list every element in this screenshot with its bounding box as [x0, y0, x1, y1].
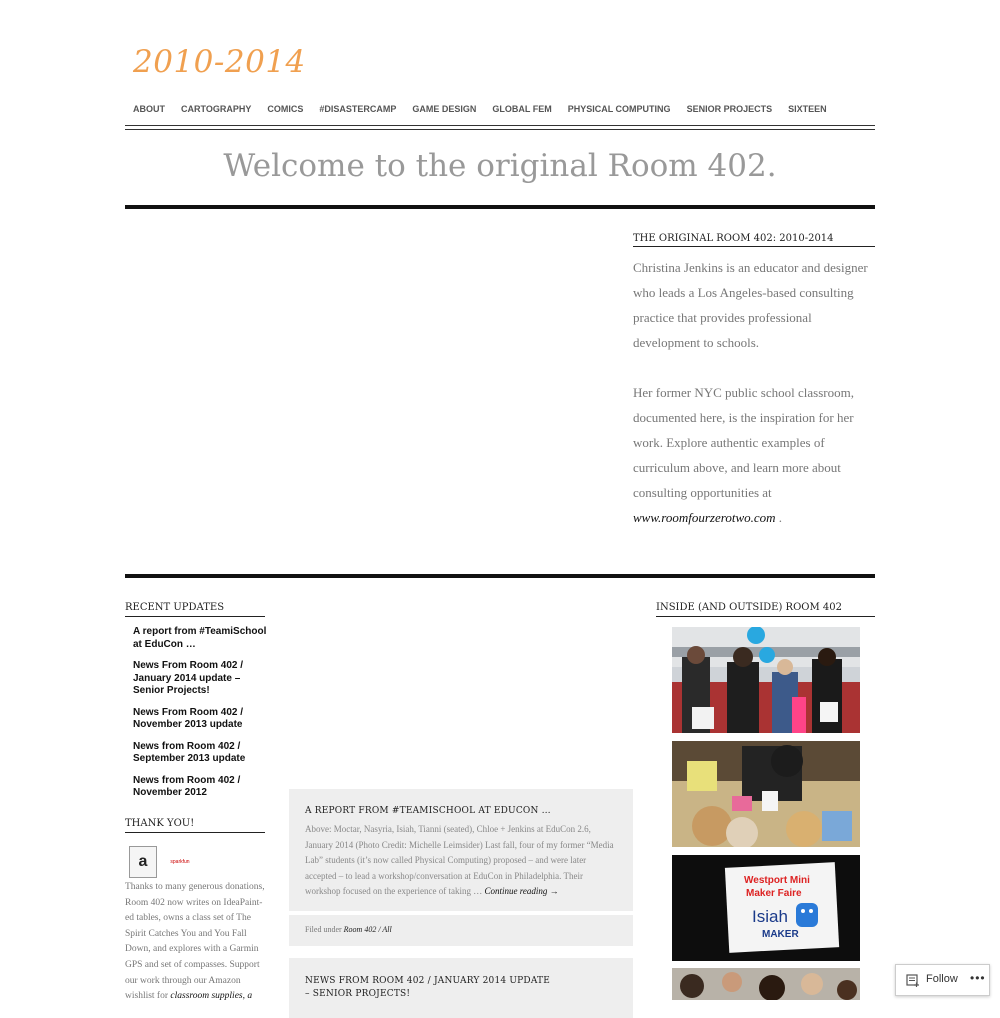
post-title[interactable]: NEWS FROM ROOM 402 / JANUARY 2014 UPDATE – SENIOR PROJECTS!	[305, 976, 551, 999]
recent-update-link[interactable]: News From Room 402 / November 2013 update	[133, 706, 244, 730]
gallery-photo-maker-badge[interactable]	[672, 855, 860, 961]
follow-label: Follow	[926, 973, 958, 985]
nav-divider-top	[125, 125, 875, 126]
post-excerpt	[305, 822, 617, 900]
nav-divider-bottom	[125, 129, 875, 130]
nav-item-global-fem[interactable]: GLOBAL FEM	[492, 104, 552, 114]
more-options-icon[interactable]: •••	[970, 971, 986, 985]
about-widget-text	[633, 255, 878, 555]
about-paragraph-1: Christina Jenkins is an educator and designer who leads a Los Angeles-based consulting practice that provides professional development to schools.	[633, 260, 868, 350]
gallery-photo-crowd[interactable]	[672, 627, 860, 733]
main-nav	[125, 104, 875, 114]
about-paragraph-2	[633, 380, 878, 530]
maker-badge-photo-image	[672, 855, 860, 961]
wishlist-link[interactable]: classroom supplies, a	[170, 991, 253, 1002]
follow-reader-icon	[906, 973, 920, 987]
post-summary	[289, 958, 633, 1018]
about-paragraph-2-text: Her former NYC public school classroom, documented here, is the inspiration for her work. Explore authentic examples of curriculum above, and learn more about consulting opportunities at	[633, 385, 854, 500]
thank-you-heading: THANK YOU!	[125, 818, 265, 833]
nav-item-sixteen[interactable]: SIXTEEN	[788, 104, 827, 114]
filed-under-label: Filed under	[305, 925, 342, 934]
page-title: Welcome to the original Room 402.	[223, 148, 777, 184]
about-widget-heading: THE ORIGINAL ROOM 402: 2010-2014	[633, 233, 875, 247]
crowd-photo-image	[672, 627, 860, 733]
follow-button[interactable]	[895, 964, 990, 996]
sponsor-logos	[129, 846, 195, 878]
nav-item-senior-projects[interactable]: SENIOR PROJECTS	[686, 104, 773, 114]
section-divider	[125, 205, 875, 209]
nav-item-game-design[interactable]: GAME DESIGN	[412, 104, 477, 114]
badge-sign-line1: Westport Mini	[744, 875, 810, 886]
recent-updates-list	[133, 626, 268, 809]
category-link[interactable]: Room 402 / All	[343, 925, 392, 934]
nav-item-disastercamp[interactable]: #DISASTERCAMP	[319, 104, 397, 114]
thank-you-text	[125, 880, 267, 1005]
filed-under	[305, 925, 392, 934]
recent-update-link[interactable]: News from Room 402 / November 2012	[133, 774, 241, 798]
recent-update-link[interactable]: News From Room 402 / January 2014 update – Senior Projects!	[133, 660, 244, 696]
site-title[interactable]: 2010-2014	[133, 44, 306, 80]
nav-item-cartography[interactable]: CARTOGRAPHY	[181, 104, 252, 114]
thank-you-body: Thanks to many generous donations, Room 402 now writes on IdeaPaint-ed tables, owns a class set of The Spirit Catches You and You Fall Down, and explores with a Garmin GPS and set of compasses. Support our work through our Amazon wishlist for	[125, 882, 265, 1002]
nav-item-physical-computing[interactable]: PHYSICAL COMPUTING	[567, 104, 671, 114]
gallery-photo-kids-table[interactable]	[672, 741, 860, 847]
amazon-logo[interactable]: a	[129, 846, 157, 878]
post-title[interactable]: A REPORT FROM #TEAMISCHOOL AT EDUCON …	[305, 806, 551, 816]
sparkfun-logo[interactable]: sparkfun	[170, 859, 190, 865]
consulting-link[interactable]: www.roomfourzerotwo.com	[633, 510, 776, 525]
post-meta	[289, 915, 633, 946]
recent-update-link[interactable]: A report from #TeamiSchool at EduCon …	[133, 626, 267, 650]
nav-item-about[interactable]: ABOUT	[133, 104, 165, 114]
about-trailing: .	[775, 510, 783, 525]
kids-table-photo-image	[672, 741, 860, 847]
recent-update-link[interactable]: News from Room 402 / September 2013 update	[133, 740, 246, 764]
nav-item-comics[interactable]: COMICS	[267, 104, 304, 114]
continue-reading-link[interactable]: Continue reading →	[484, 886, 559, 897]
recent-updates-heading: RECENT UPDATES	[125, 602, 265, 617]
post-summary	[289, 789, 633, 911]
badge-role: MAKER	[762, 929, 799, 940]
gallery-photo-crowd-2[interactable]	[672, 968, 860, 1000]
badge-name: Isiah	[752, 907, 788, 926]
gallery-heading: INSIDE (AND OUTSIDE) ROOM 402	[656, 602, 875, 617]
post-excerpt-text: Above: Moctar, Nasyria, Isiah, Tianni (seated), Chloe + Jenkins at EduCon 2.6, January 2014 (Photo Credit: Michelle Leimsider) Last fall, four of my former “Media Lab” students (it’s now called Physical Computing) proposed – and were later accepted – to lead a workshop/conversation at EduCon in Philadelphia. Their workshop focused on the experience of taking …	[305, 824, 614, 897]
section-divider-lower	[125, 574, 875, 578]
crowd-2-photo-image	[672, 968, 860, 1000]
badge-sign-line2: Maker Faire	[746, 888, 802, 899]
